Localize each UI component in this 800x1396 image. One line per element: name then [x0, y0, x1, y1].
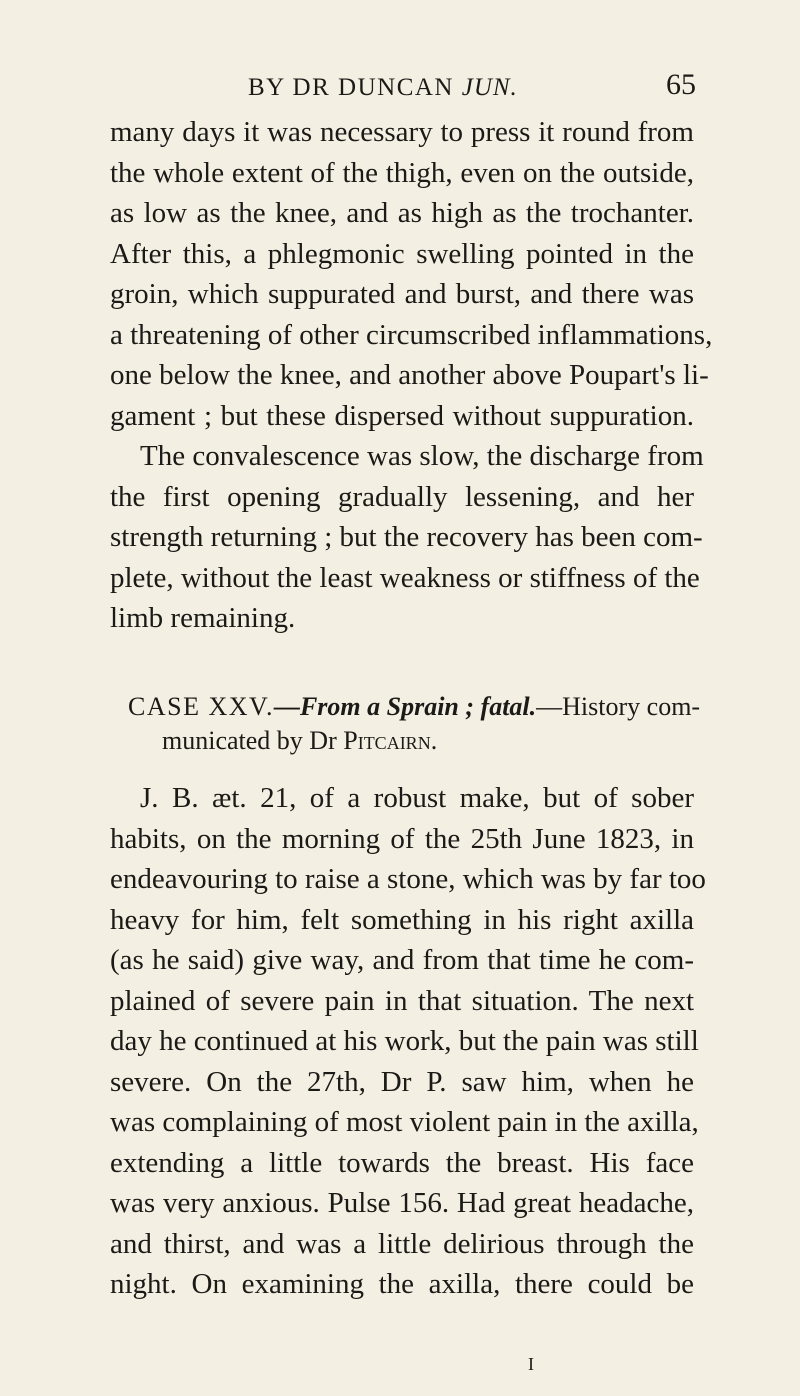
text-line: many days it was necessary to press it round from	[110, 116, 694, 148]
case-heading-line-2: municated by Dr Pitcairn.	[162, 726, 438, 755]
text-line: was complaining of most violent pain in the axilla,	[110, 1106, 699, 1138]
case-author: Pitcairn.	[343, 726, 438, 755]
text-line: The convalescence was slow, the discharge from	[140, 440, 704, 472]
text-line: habits, on the morning of the 25th June 1823, in	[110, 822, 694, 855]
text-line: extending a little towards the breast. His face	[110, 1146, 694, 1179]
text-line: (as he said) give way, and from that time he com-	[110, 944, 694, 976]
text-line: and thirst, and was a little delirious through the	[110, 1227, 694, 1260]
text-line: endeavouring to raise a stone, which was by far too	[110, 863, 706, 895]
text-line: heavy for him, felt something in his right axilla	[110, 903, 694, 936]
case-heading-line-1	[128, 690, 701, 724]
text-block-2	[110, 778, 706, 1305]
case-subtitle: —From a Sprain ; fatal.	[273, 692, 537, 721]
text-line: the whole extent of the thigh, even on the outside,	[110, 156, 694, 189]
signature-mark: I	[528, 1354, 534, 1374]
running-head-italic: JUN.	[461, 74, 518, 101]
text-line: gament ; but these dispersed without suppuration.	[110, 399, 694, 432]
text-line: night. On examining the axilla, there could be	[110, 1268, 694, 1300]
case-title: CASE XXV.	[128, 692, 274, 721]
text-line: the first opening gradually lessening, and her	[110, 480, 694, 513]
text-line: limb remaining.	[110, 602, 296, 634]
text-line: one below the knee, and another above Poupart's li-	[110, 359, 709, 391]
text-line: J. B. æt. 21, of a robust make, but of sober	[140, 782, 694, 814]
text-line: as low as the knee, and as high as the trochanter.	[110, 197, 694, 229]
text-line: was very anxious. Pulse 156. Had great headache,	[110, 1187, 694, 1219]
page-number: 65	[666, 68, 696, 101]
running-head: BY DR DUNCAN JUN.	[248, 74, 518, 101]
page-header	[0, 68, 800, 108]
text-line: severe. On the 27th, Dr P. saw him, when he	[110, 1065, 694, 1098]
text-line: a threatening of other circumscribed inflammations,	[110, 318, 713, 351]
text-line: After this, a phlegmonic swelling pointed in the	[110, 237, 694, 270]
text-block-1	[110, 112, 713, 639]
case-heading	[128, 690, 701, 758]
text-line: day he continued at his work, but the pain was still	[110, 1025, 699, 1057]
text-line: plained of severe pain in that situation. The next	[110, 984, 694, 1017]
text-line: groin, which suppurated and burst, and there was	[110, 278, 694, 310]
case-history: —History com-	[536, 692, 701, 721]
text-line: strength returning ; but the recovery has been com-	[110, 521, 703, 553]
text-line: plete, without the least weakness or stiffness of the	[110, 561, 700, 594]
